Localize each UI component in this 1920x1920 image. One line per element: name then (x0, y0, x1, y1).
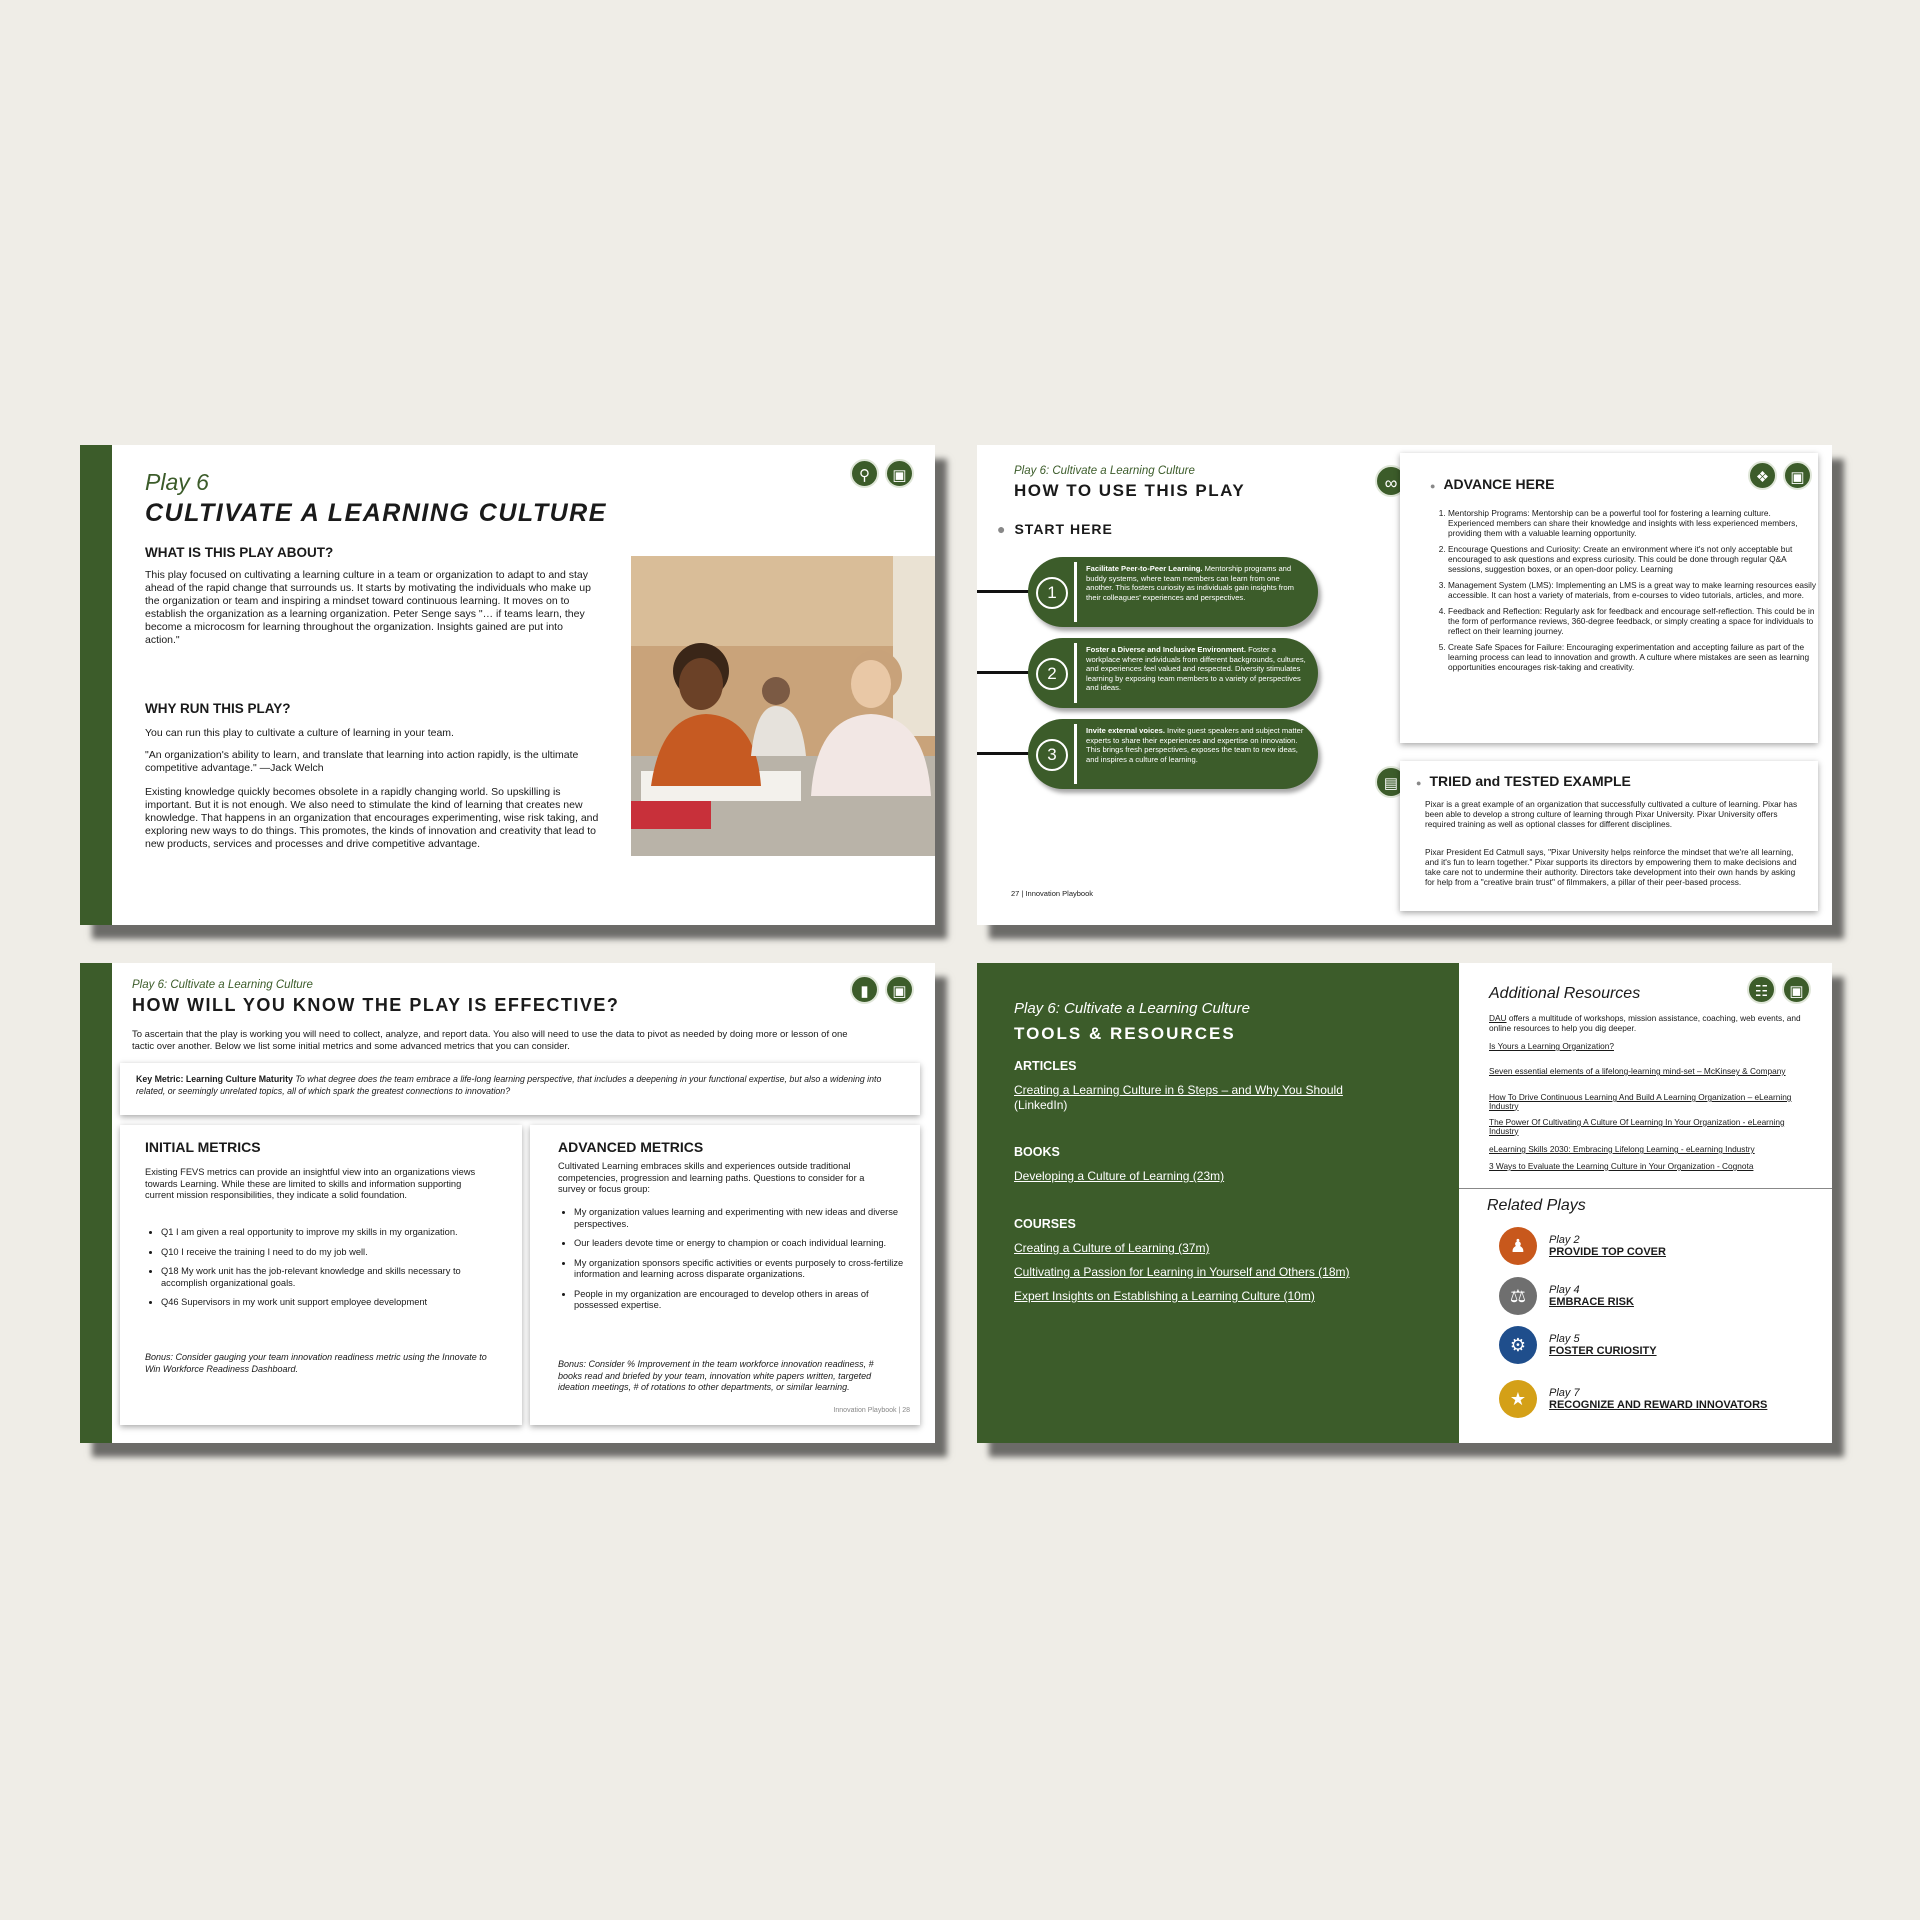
related-play-number: Play 4 (1549, 1284, 1580, 1296)
presentation-icon: ▣ (885, 459, 914, 488)
search-icon: ⚲ (850, 459, 879, 488)
list-item: • My organization sponsors specific activities or events purposely to cross-fertilize information and learning across disparate organizations. (574, 1258, 914, 1281)
list-item: • Q10 I receive the training I need to do my job well. (161, 1247, 491, 1259)
list-item: 2. Encourage Questions and Curiosity: Create an environment where it's not only acceptable but encouraged to ask questions and express curiosity. This could be done through regular Q&A sessions, suggestion boxes, or an open-door policy. Learning (1448, 544, 1818, 574)
book-link[interactable]: Developing a Culture of Learning (23m) (1014, 1169, 1225, 1183)
resource-link[interactable]: Is Yours a Learning Organization? (1489, 1041, 1614, 1051)
list-item: • Q18 My work unit has the job-relevant knowledge and skills necessary to accomplish organizational goals. (161, 1266, 491, 1289)
related-play-name[interactable]: PROVIDE TOP COVER (1549, 1246, 1666, 1258)
play-label: Play 6: Cultivate a Learning Culture (1014, 1000, 1250, 1017)
related-plays-heading: Related Plays (1487, 1197, 1586, 1214)
additional-resources-heading: Additional Resources (1489, 985, 1641, 1002)
step-desc: Mentorship programs and buddy systems, where team members can learn from one another. This fosters curiosity as individuals gain insights from their colleagues' experiences and perspectives. (1086, 564, 1294, 602)
advanced-metrics-card (530, 1125, 920, 1425)
page-footer: Innovation Playbook | 28 (833, 1407, 910, 1414)
resource-link[interactable]: Seven essential elements of a lifelong-learning mind-set – McKinsey & Company (1489, 1066, 1786, 1076)
start-here-label: START HERE (1014, 521, 1113, 537)
step-text (1086, 564, 1306, 602)
step-title: Foster a Diverse and Inclusive Environment. (1086, 645, 1246, 654)
related-play-number: Play 5 (1549, 1333, 1580, 1345)
articles-heading: ARTICLES (1014, 1059, 1077, 1073)
step-connector (977, 671, 1029, 674)
articles-text (1014, 1083, 1344, 1113)
initial-metrics-card (120, 1125, 522, 1425)
key-metric-text (136, 1073, 906, 1097)
list-item: • People in my organization are encouraged to develop others in areas of possessed expertise. (574, 1289, 914, 1312)
step-divider (1074, 643, 1077, 703)
initial-metrics-list (145, 1227, 491, 1317)
why-quote: "An organization's ability to learn, and translate that learning into action rapidly, is the ultimate competitive advantage." —Jack Welch (145, 749, 579, 774)
list-item: 4. Feedback and Reflection: Regularly ask for feedback and encourage self-reflection. This could be in the form of performance reviews, 360-degree feedback, or simply creating a space for individuals to reflect on their learning journey. (1448, 606, 1818, 636)
list-item: • My organization values learning and experimenting with new ideas and diverse perspectives. (574, 1207, 914, 1230)
risk-chart-icon: ⚖ (1499, 1277, 1537, 1315)
step-card-2 (1028, 638, 1318, 708)
list-item: • Our leaders devote time or energy to champion or coach individual learning. (574, 1238, 914, 1250)
slide-how-to-use (977, 445, 1832, 925)
step-title: Facilitate Peer-to-Peer Learning. (1086, 564, 1203, 573)
presentation-icon: ▣ (885, 975, 914, 1004)
about-text: This play focused on cultivating a learning culture in a team or organization to adapt to and stay ahead of the rapid change that surrounds us. It starts by motivating the individuals who make up the organization or team and inspiring a mindset toward continuous learning. It moves on to establish the organization as a learning organization. Peter Senge says "… if teams learn, they become a microcosm for learning throughout the organization. Insights gained are put into action." (145, 569, 591, 646)
intro-text: To ascertain that the play is working you will need to collect, analyze, and report data. You also will need to use the data to pivot as needed by doing more or lesson of one tactic over another. Below we list some initial metrics and some advanced metrics that you can consider. (132, 1029, 848, 1052)
advanced-metrics-text: Cultivated Learning embraces skills and experiences outside traditional competencies, progression and learning paths. Questions to consider for a survey or focus group: (558, 1161, 865, 1194)
accent-bar (80, 963, 112, 1443)
step-connector (977, 590, 1029, 593)
initial-bonus: Bonus: Consider gauging your team innovation readiness metric using the Innovate to Win Workforce Readiness Dashboard. (145, 1352, 487, 1374)
list-item: 1. Mentorship Programs: Mentorship can be a powerful tool for fostering a learning culture. Experienced members can share their knowledge and insights with less experienced members, providing them with a valuable learning opportunity. (1448, 508, 1818, 538)
article-link[interactable]: Creating a Learning Culture in 6 Steps – and Why You Should (1014, 1083, 1343, 1097)
step-title: Invite external voices. (1086, 726, 1165, 735)
step-text (1086, 645, 1306, 693)
why-text-2: Existing knowledge quickly becomes obsolete in a rapidly changing world. So upskilling is important. But it is not enough. We also need to stimulate the kind of learning that creates new knowledge. That happens in an organization that encourages experimenting, wise risk taking, and exploring new ways to do things. This promotes, the kinds of innovation and creativity that lead to new products, services and processes and drive competitive advantage. (145, 786, 599, 850)
document-icon: ▤ (1375, 766, 1407, 798)
step-desc: Invite guest speakers and subject matter experts to share their experiences and expertise on innovation. This brings fresh perspectives, exposes the team to new ideas, and inspires a culture of learning. (1086, 726, 1304, 764)
play-number: Play 6 (145, 469, 209, 495)
step-connector (977, 752, 1029, 755)
resource-link[interactable]: The Power Of Cultivating A Culture Of Learning In Your Organization - eLearning Industry (1489, 1117, 1785, 1136)
tried-text-1: Pixar is a great example of an organization that successfully cultivated a culture of learning. Pixar has been able to develop a strong culture of learning through Pixar University. Pixar University offers required training as well as optional classes for different disciplines. (1425, 799, 1798, 829)
book-icon: ☷ (1747, 975, 1776, 1004)
course-link[interactable]: Cultivating a Passion for Learning in Yourself and Others (18m) (1014, 1265, 1350, 1279)
dau-desc: offers a multitude of workshops, mission assistance, coaching, web events, and online resources to help you dig deeper. (1489, 1013, 1801, 1033)
tried-label: TRIED and TESTED EXAMPLE (1429, 773, 1631, 789)
advanced-metrics-list (558, 1207, 914, 1320)
advance-card (1400, 453, 1818, 743)
accent-bar (80, 445, 112, 925)
step-number: 3 (1036, 739, 1068, 771)
related-play-number: Play 7 (1549, 1387, 1580, 1399)
step-text (1086, 726, 1306, 764)
person-shield-icon: ♟ (1499, 1227, 1537, 1265)
list-item: • Q1 I am given a real opportunity to improve my skills in my organization. (161, 1227, 491, 1239)
advance-label: ADVANCE HERE (1443, 476, 1555, 492)
page-title: CULTIVATE A LEARNING CULTURE (145, 499, 607, 527)
tried-card (1400, 761, 1818, 911)
section-heading-why: WHY RUN THIS PLAY? (145, 701, 291, 716)
page-title: HOW WILL YOU KNOW THE PLAY IS EFFECTIVE? (132, 995, 620, 1015)
slide-play-overview (80, 445, 935, 925)
advance-list (1430, 508, 1818, 678)
key-metric-box (120, 1063, 920, 1115)
team-learning-photo (631, 556, 935, 856)
page-title: TOOLS & RESOURCES (1014, 1024, 1236, 1043)
related-play-name[interactable]: FOSTER CURIOSITY (1549, 1345, 1657, 1357)
related-play-name[interactable]: EMBRACE RISK (1549, 1296, 1634, 1308)
related-play-item[interactable] (1499, 1380, 1767, 1418)
resource-link[interactable]: eLearning Skills 2030: Embracing Lifelong Learning - eLearning Industry (1489, 1144, 1755, 1154)
bar-chart-icon: ▮ (850, 975, 879, 1004)
page-footer: 27 | Innovation Playbook (1011, 889, 1094, 898)
step-card-1 (1028, 557, 1318, 627)
tried-text-2: Pixar President Ed Catmull says, "Pixar University helps reinforce the mindset that we're all learning, and it's fun to learn together." Pixar supports its directors by empowering them to make decisions and take care not to undermine their authority. Directors take development into their own hands by asking for help from a "creative brain trust" of filmmakers, a pillar of their peer-based process. (1425, 847, 1797, 887)
initial-metrics-heading: INITIAL METRICS (145, 1139, 261, 1155)
article-source: (LinkedIn) (1014, 1098, 1068, 1112)
step-card-3 (1028, 719, 1318, 789)
courses-heading: COURSES (1014, 1217, 1076, 1231)
related-play-name[interactable]: RECOGNIZE AND REWARD INNOVATORS (1549, 1399, 1768, 1411)
why-text-1: You can run this play to cultivate a culture of learning in your team. (145, 727, 454, 739)
tried-heading: ● TRIED and TESTED EXAMPLE (1416, 773, 1631, 789)
resource-link[interactable]: 3 Ways to Evaluate the Learning Culture in Your Organization - Cognota (1489, 1161, 1754, 1171)
presentation-icon: ▣ (1782, 975, 1811, 1004)
play-label: Play 6: Cultivate a Learning Culture (132, 979, 313, 991)
play-label: Play 6: Cultivate a Learning Culture (1014, 465, 1195, 477)
slide-tools-resources (977, 963, 1832, 1443)
step-divider (1074, 562, 1077, 622)
dau-link[interactable]: DAU (1489, 1013, 1507, 1023)
advanced-metrics-heading: ADVANCED METRICS (558, 1139, 704, 1155)
key-metric-desc: To what degree does the team embrace a life-long learning perspective, that includes a deepening in your functional expertise, but also a widening into related, or seemingly unrelated topics, all of which spark the greatest connections to innovation? (136, 1074, 882, 1096)
step-number: 2 (1036, 658, 1068, 690)
presentation-icon: ▣ (1783, 461, 1812, 490)
step-divider (1074, 724, 1077, 784)
section-heading-about: WHAT IS THIS PLAY ABOUT? (145, 545, 334, 560)
slide-effectiveness (80, 963, 935, 1443)
books-heading: BOOKS (1014, 1145, 1060, 1159)
list-item: 3. Management System (LMS): Implementing an LMS is a great way to make learning resources easily accessible. It can host a variety of materials, from e-courses to video tutorials, articles, and more. (1448, 580, 1818, 600)
step-number: 1 (1036, 577, 1068, 609)
course-link[interactable]: Expert Insights on Establishing a Learning Culture (10m) (1014, 1289, 1315, 1303)
course-link[interactable]: Creating a Culture of Learning (37m) (1014, 1241, 1210, 1255)
award-icon: ★ (1499, 1380, 1537, 1418)
list-item: • Q46 Supervisors in my work unit support employee development (161, 1297, 491, 1309)
step-desc: Foster a workplace where individuals from different backgrounds, cultures, and experiences feel valued and respected. Diversity stimulates learning by exposing team members to a variety of perspectives and ideas. (1086, 645, 1306, 692)
infinity-icon: ∞ (1375, 465, 1407, 497)
resource-link[interactable]: How To Drive Continuous Learning And Build A Learning Organization – eLearning Industry (1489, 1092, 1792, 1111)
related-plays-list (1459, 963, 1832, 1443)
related-play-item[interactable] (1499, 1227, 1666, 1265)
lightbulb-brain-icon: ⚙ (1499, 1326, 1537, 1364)
related-play-item[interactable] (1499, 1326, 1657, 1364)
page-title: HOW TO USE THIS PLAY (1014, 481, 1246, 500)
list-item: 5. Create Safe Spaces for Failure: Encouraging experimentation and accepting failure as part of the learning process can lead to innovation and growth. A culture where mistakes are seen as learning opportunities encourages risk-taking and creativity. (1448, 642, 1818, 672)
advanced-bonus: Bonus: Consider % Improvement in the team workforce innovation readiness, # books read and briefed by your team, innovation white papers written, targeted ideation meetings, # of rotations to other departments, or similar learning. (558, 1359, 874, 1392)
map-pin-icon: ❖ (1748, 461, 1777, 490)
advance-heading: ● ADVANCE HERE (1430, 476, 1555, 492)
initial-metrics-text: Existing FEVS metrics can provide an insightful view into an organizations views towards Learning. While these are limited to skills and information supporting current mission responsibilities, they indicate a solid foundation. (145, 1167, 476, 1200)
key-metric-label: Key Metric: Learning Culture Maturity (136, 1074, 293, 1084)
start-here-heading: ● START HERE (997, 521, 1113, 537)
related-play-number: Play 2 (1549, 1234, 1580, 1246)
related-play-item[interactable] (1499, 1277, 1634, 1315)
